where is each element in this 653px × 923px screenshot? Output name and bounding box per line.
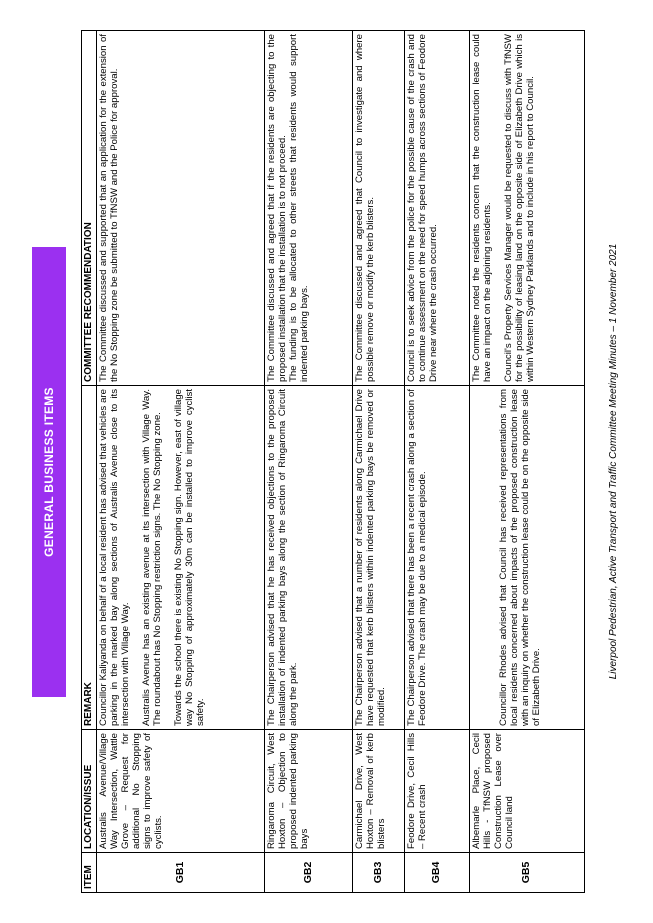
header-remark: REMARK [82, 386, 97, 730]
recommendation-paragraph: Council's Property Services Manager would be requested to discuss with TfNSW for the possibility of leasing land on the opposite side of Elizabeth Drive which is within Western Sydney Parklands and to include in his report to Council. [502, 34, 536, 382]
recommendation-paragraph: The Committee discussed and agreed that Council to investigate and where possible remove or modify the kerb blisters. [353, 34, 376, 382]
remark-cell [352, 386, 404, 730]
table-row [404, 31, 469, 893]
remark-cell [96, 386, 264, 730]
recommendation-cell [264, 31, 352, 386]
recommendation-paragraph: The Committee discussed and supported that an application for the extension of the No Stopping zone be submitted to TfNSW and the Police for approval. [97, 34, 120, 382]
header-location: LOCATION/ISSUE [82, 730, 97, 853]
recommendation-paragraph: Council is to seek advice from the police for the possible cause of the crash and to continue assessment on the need for speed humps across sections of Feodore Drive near where the crash occurred. [405, 34, 439, 382]
remark-paragraph: Councillor Kaliyanda on behalf of a local resident has advised that vehicles are parking in the marked bay along sections of Australis Avenue close to its intersection with Village Way. [97, 389, 131, 726]
remark-cell [264, 386, 352, 730]
recommendation-cell [352, 31, 404, 386]
table-row [264, 31, 352, 893]
remark-paragraph: The Chairperson advised that there has been a recent crash along a section of Feodore Drive. The crash may be due to a medical episode. [405, 389, 428, 726]
banner-title: GENERAL BUSINESS ITEMS [42, 387, 56, 557]
table-row [469, 31, 584, 893]
item-id: GB1 [96, 853, 264, 893]
remark-paragraph: The Chairperson advised that a number of residents along Carmichael Drive have requested that kerb blisters within indented parking bays be removed or modified. [353, 389, 387, 726]
remark-paragraph: Councillor Rhodes advised that Council has received representations from local residents concerned about impacts of the proposed construction lease with an inquiry on whether the construction lease could be on the opposite side of Elizabeth Drive. [497, 389, 542, 726]
item-id: GB2 [264, 853, 352, 893]
recommendation-paragraph: The funding is to be allocated to other streets that residents would support indented parking bays. [287, 34, 310, 382]
remark-paragraph: Towards the school there is existing No Stopping sign. However, east of village way No Stopping of approximately 30m can be installed to improve cyclist safety. [172, 389, 206, 726]
recommendation-cell [96, 31, 264, 386]
location-cell: Albemarle Place, Cecil Hills - TfNSW proposed Construction Lease over Council land [469, 730, 584, 853]
page-footer: Liverpool Pedestrian, Active Transport and Traffic Committee Meeting Minutes – 1 November 2021 [608, 243, 619, 680]
location-cell: Feodore Drive, Cecil Hills – Recent crash [404, 730, 469, 853]
location-cell: Carmichael Drive, West Hoxton – Removal of kerb blisters [352, 730, 404, 853]
general-business-table [81, 30, 585, 893]
item-id: GB3 [352, 853, 404, 893]
header-item: ITEM [82, 853, 97, 893]
item-id: GB5 [469, 853, 584, 893]
table-row [96, 31, 264, 893]
table-row [352, 31, 404, 893]
recommendation-cell [404, 31, 469, 386]
item-id: GB4 [404, 853, 469, 893]
recommendation-paragraph: The Committee noted the residents concern that the construction lease could have an impact on the adjoining residents. [470, 34, 493, 382]
recommendation-cell [469, 31, 584, 386]
table-header-row [82, 31, 97, 893]
remark-paragraph: The Chairperson advised that he has received objections to the proposed installation of indented parking bays along the section of Ringaroma Circuit along the park. [265, 389, 299, 726]
remark-cell [469, 386, 584, 730]
section-banner [32, 247, 66, 697]
recommendation-paragraph: The Committee discussed and agreed that if the residents are objecting to the proposed installation that the installation is to not proceed. [265, 34, 288, 382]
remark-cell [404, 386, 469, 730]
header-recommendation: COMMITTEE RECOMMENDATION [82, 31, 97, 386]
remark-paragraph: Australis Avenue has an existing avenue at its intersection with Village Way. The roundabout has No Stopping restriction signs. The No Stopping zone. [140, 389, 163, 726]
location-cell: Ringaroma Circuit, West Hoxton – Objection to proposed indented parking bays [264, 730, 352, 853]
location-cell: Australis Avenue/Village Way Intersection, Wattle Grove – Request for additional No Stopping signs to improve safety of cyclists. [96, 730, 264, 853]
